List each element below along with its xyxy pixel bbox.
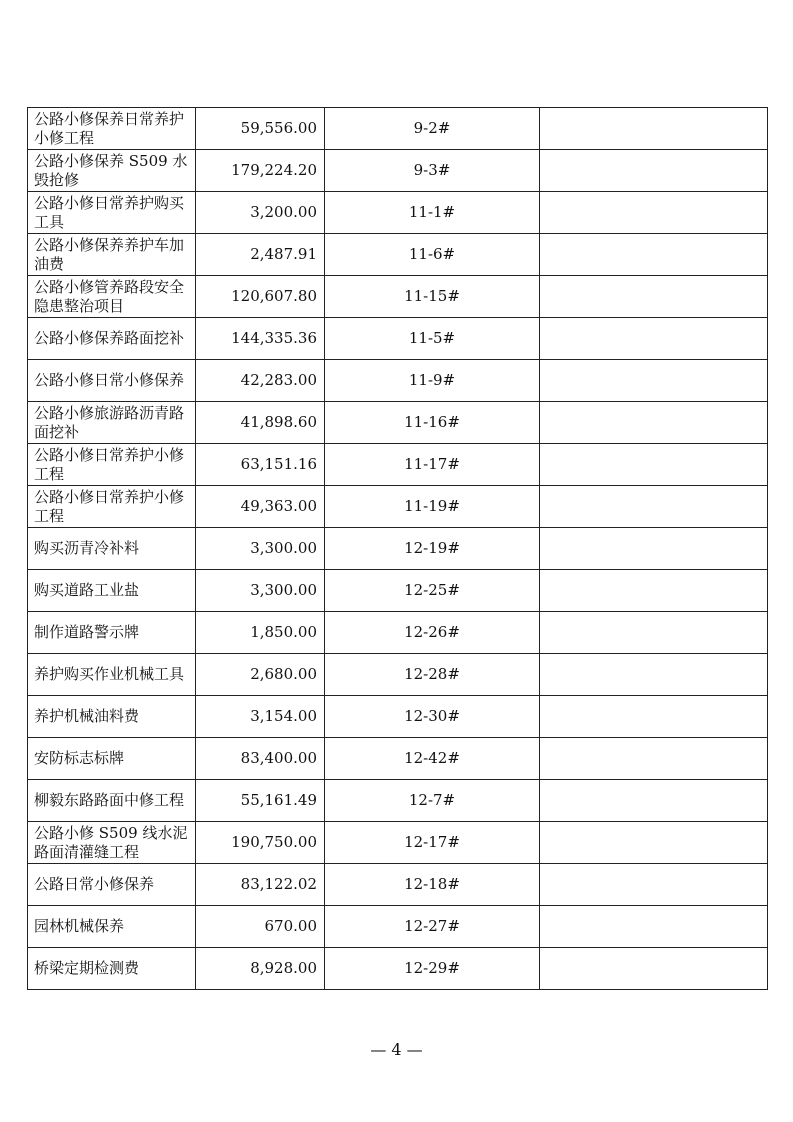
note-cell xyxy=(540,906,768,948)
note-cell xyxy=(540,108,768,150)
item-name-cell: 公路小修保养养护车加油费 xyxy=(28,234,196,276)
table-row xyxy=(28,906,768,948)
amount-cell: 8,928.00 xyxy=(196,948,325,990)
document-code-cell: 12-18# xyxy=(325,864,540,906)
amount-cell: 3,154.00 xyxy=(196,696,325,738)
note-cell xyxy=(540,402,768,444)
document-code-cell: 9-3# xyxy=(325,150,540,192)
amount-cell: 42,283.00 xyxy=(196,360,325,402)
amount-cell: 144,335.36 xyxy=(196,318,325,360)
amount-cell: 3,300.00 xyxy=(196,570,325,612)
item-name-cell: 柳毅东路路面中修工程 xyxy=(28,780,196,822)
document-code-cell: 12-7# xyxy=(325,780,540,822)
amount-cell: 2,680.00 xyxy=(196,654,325,696)
table-row xyxy=(28,570,768,612)
table-row xyxy=(28,192,768,234)
amount-cell: 55,161.49 xyxy=(196,780,325,822)
amount-cell: 3,300.00 xyxy=(196,528,325,570)
item-name-cell: 桥梁定期检测费 xyxy=(28,948,196,990)
document-code-cell: 11-17# xyxy=(325,444,540,486)
item-name-cell: 公路小修日常养护购买工具 xyxy=(28,192,196,234)
note-cell xyxy=(540,780,768,822)
note-cell xyxy=(540,234,768,276)
document-code-cell: 11-5# xyxy=(325,318,540,360)
amount-cell: 63,151.16 xyxy=(196,444,325,486)
expense-table-body xyxy=(28,108,768,990)
table-row xyxy=(28,360,768,402)
note-cell xyxy=(540,276,768,318)
item-name-cell: 购买沥青冷补料 xyxy=(28,528,196,570)
amount-cell: 83,122.02 xyxy=(196,864,325,906)
table-row xyxy=(28,864,768,906)
page-number: — 4 — xyxy=(370,1040,423,1059)
document-code-cell: 12-26# xyxy=(325,612,540,654)
amount-cell: 670.00 xyxy=(196,906,325,948)
document-code-cell: 11-19# xyxy=(325,486,540,528)
note-cell xyxy=(540,192,768,234)
item-name-cell: 公路日常小修保养 xyxy=(28,864,196,906)
table-row xyxy=(28,822,768,864)
table-row xyxy=(28,612,768,654)
item-name-cell: 公路小修保养 S509 水毁抢修 xyxy=(28,150,196,192)
table-row xyxy=(28,150,768,192)
amount-cell: 49,363.00 xyxy=(196,486,325,528)
document-code-cell: 11-9# xyxy=(325,360,540,402)
item-name-cell: 公路小修日常养护小修工程 xyxy=(28,486,196,528)
document-code-cell: 12-30# xyxy=(325,696,540,738)
document-code-cell: 12-28# xyxy=(325,654,540,696)
document-code-cell: 11-16# xyxy=(325,402,540,444)
document-code-cell: 11-6# xyxy=(325,234,540,276)
note-cell xyxy=(540,612,768,654)
table-row xyxy=(28,402,768,444)
item-name-cell: 公路小修日常养护小修工程 xyxy=(28,444,196,486)
item-name-cell: 养护机械油料费 xyxy=(28,696,196,738)
note-cell xyxy=(540,948,768,990)
item-name-cell: 公路小修保养日常养护小修工程 xyxy=(28,108,196,150)
document-code-cell: 12-42# xyxy=(325,738,540,780)
document-code-cell: 12-19# xyxy=(325,528,540,570)
table-row xyxy=(28,318,768,360)
table-row xyxy=(28,234,768,276)
item-name-cell: 公路小修 S509 线水泥路面清灌缝工程 xyxy=(28,822,196,864)
amount-cell: 190,750.00 xyxy=(196,822,325,864)
item-name-cell: 购买道路工业盐 xyxy=(28,570,196,612)
item-name-cell: 公路小修管养路段安全隐患整治项目 xyxy=(28,276,196,318)
amount-cell: 179,224.20 xyxy=(196,150,325,192)
amount-cell: 41,898.60 xyxy=(196,402,325,444)
item-name-cell: 制作道路警示牌 xyxy=(28,612,196,654)
note-cell xyxy=(540,696,768,738)
note-cell xyxy=(540,738,768,780)
amount-cell: 1,850.00 xyxy=(196,612,325,654)
table-row xyxy=(28,444,768,486)
note-cell xyxy=(540,444,768,486)
note-cell xyxy=(540,150,768,192)
table-row xyxy=(28,696,768,738)
item-name-cell: 养护购买作业机械工具 xyxy=(28,654,196,696)
note-cell xyxy=(540,654,768,696)
item-name-cell: 公路小修旅游路沥青路面挖补 xyxy=(28,402,196,444)
table-row xyxy=(28,738,768,780)
note-cell xyxy=(540,486,768,528)
expense-table xyxy=(27,107,768,990)
table-row xyxy=(28,654,768,696)
item-name-cell: 园林机械保养 xyxy=(28,906,196,948)
table-row xyxy=(28,108,768,150)
table-row xyxy=(28,528,768,570)
document-code-cell: 12-27# xyxy=(325,906,540,948)
item-name-cell: 安防标志标牌 xyxy=(28,738,196,780)
document-code-cell: 11-1# xyxy=(325,192,540,234)
table-row xyxy=(28,780,768,822)
item-name-cell: 公路小修日常小修保养 xyxy=(28,360,196,402)
table-row xyxy=(28,276,768,318)
note-cell xyxy=(540,570,768,612)
note-cell xyxy=(540,864,768,906)
amount-cell: 120,607.80 xyxy=(196,276,325,318)
amount-cell: 2,487.91 xyxy=(196,234,325,276)
note-cell xyxy=(540,528,768,570)
item-name-cell: 公路小修保养路面挖补 xyxy=(28,318,196,360)
document-code-cell: 9-2# xyxy=(325,108,540,150)
amount-cell: 83,400.00 xyxy=(196,738,325,780)
document-code-cell: 12-25# xyxy=(325,570,540,612)
note-cell xyxy=(540,318,768,360)
amount-cell: 3,200.00 xyxy=(196,192,325,234)
amount-cell: 59,556.00 xyxy=(196,108,325,150)
table-row xyxy=(28,948,768,990)
note-cell xyxy=(540,822,768,864)
document-code-cell: 12-29# xyxy=(325,948,540,990)
document-code-cell: 11-15# xyxy=(325,276,540,318)
document-code-cell: 12-17# xyxy=(325,822,540,864)
note-cell xyxy=(540,360,768,402)
table-row xyxy=(28,486,768,528)
